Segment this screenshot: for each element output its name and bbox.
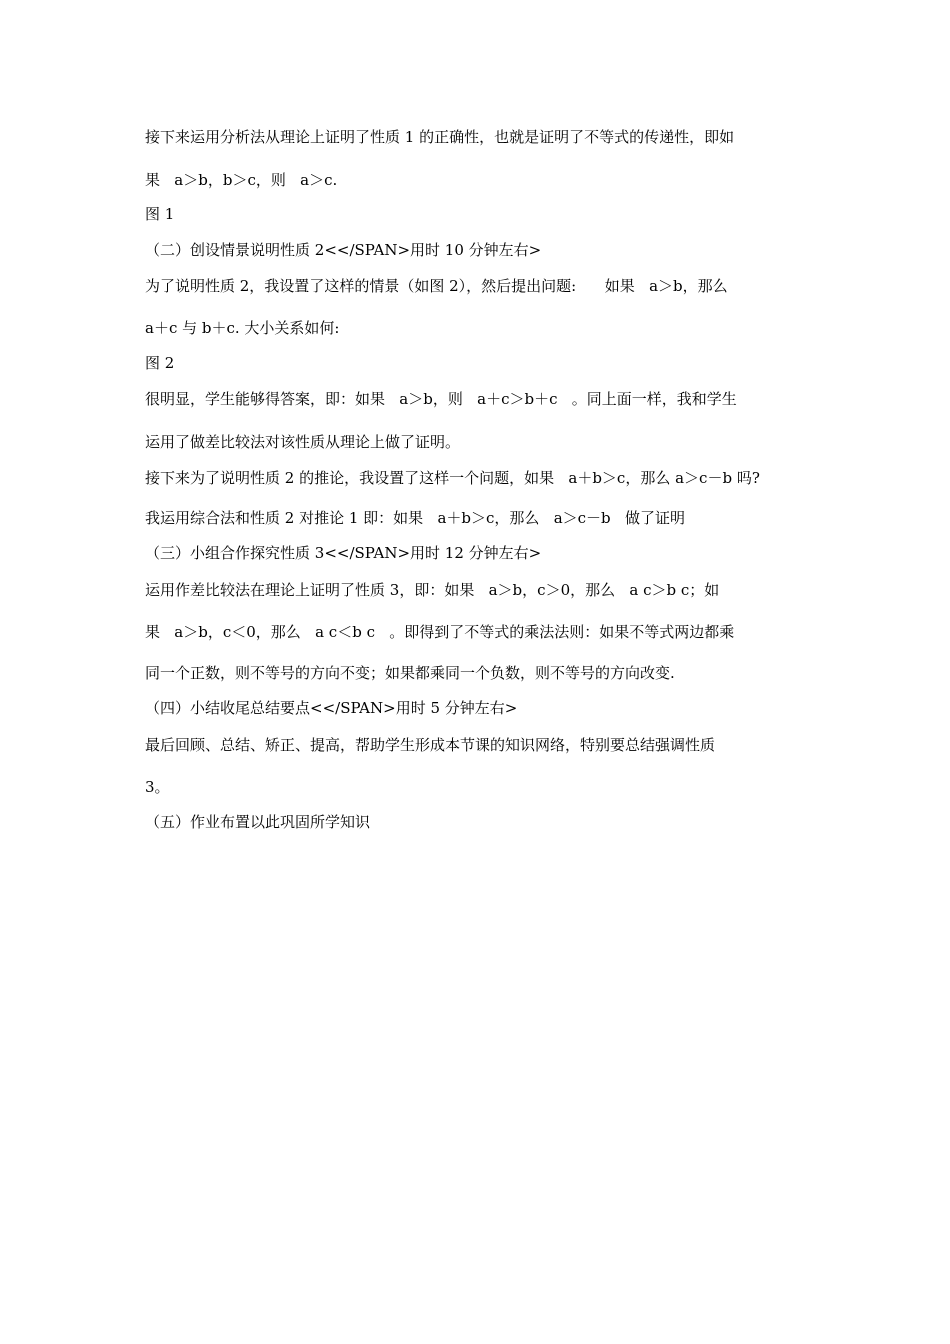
paragraph-line: 果 a＞b，c＜0，那么 a c＜b c 。即得到了不等式的乘法法则：如果不等式两边都乘 bbox=[145, 623, 735, 641]
paragraph-line: 最后回顾、总结、矫正、提高，帮助学生形成本节课的知识网络，特别要总结强调性质 bbox=[145, 736, 716, 754]
paragraph-line: 很明显，学生能够得答案，即：如果 a＞b，则 a＋c＞b＋c 。同上面一样，我和学生 bbox=[145, 390, 737, 408]
paragraph-line: 运用了做差比较法对该性质从理论上做了证明。 bbox=[145, 433, 461, 451]
paragraph-line: 3。 bbox=[145, 778, 170, 796]
paragraph-line: 接下来为了说明性质 2 的推论，我设置了这样一个问题，如果 a＋b＞c，那么 a＞c－b 吗? bbox=[145, 469, 760, 487]
paragraph-line: 同一个正数，则不等号的方向不变；如果都乘同一个负数，则不等号的方向改变. bbox=[145, 664, 675, 682]
figure-caption: 图 2 bbox=[145, 354, 175, 372]
paragraph-line: 接下来运用分析法从理论上证明了性质 1 的正确性，也就是证明了不等式的传递性，即如 bbox=[145, 128, 735, 146]
paragraph-line: 果 a＞b，b＞c，则 a＞c. bbox=[145, 171, 338, 189]
paragraph-line: a＋c 与 b＋c. 大小关系如何: bbox=[145, 319, 340, 337]
paragraph-line: 我运用综合法和性质 2 对推论 1 即：如果 a＋b＞c，那么 a＞c－b 做了证明 bbox=[145, 509, 685, 527]
section-heading: （三）小组合作探究性质 3<</SPAN>用时 12 分钟左右> bbox=[145, 544, 542, 562]
section-heading: （二）创设情景说明性质 2<</SPAN>用时 10 分钟左右> bbox=[145, 241, 542, 259]
figure-caption: 图 1 bbox=[145, 205, 175, 223]
paragraph-line: 为了说明性质 2，我设置了这样的情景（如图 2），然后提出问题: 如果 a＞b，那么 bbox=[145, 277, 728, 295]
paragraph-line: 运用作差比较法在理论上证明了性质 3，即：如果 a＞b，c＞0，那么 a c＞b c；如 bbox=[145, 581, 720, 599]
section-heading: （五）作业布置以此巩固所学知识 bbox=[145, 813, 371, 831]
section-heading: （四）小结收尾总结要点<</SPAN>用时 5 分钟左右> bbox=[145, 699, 518, 717]
